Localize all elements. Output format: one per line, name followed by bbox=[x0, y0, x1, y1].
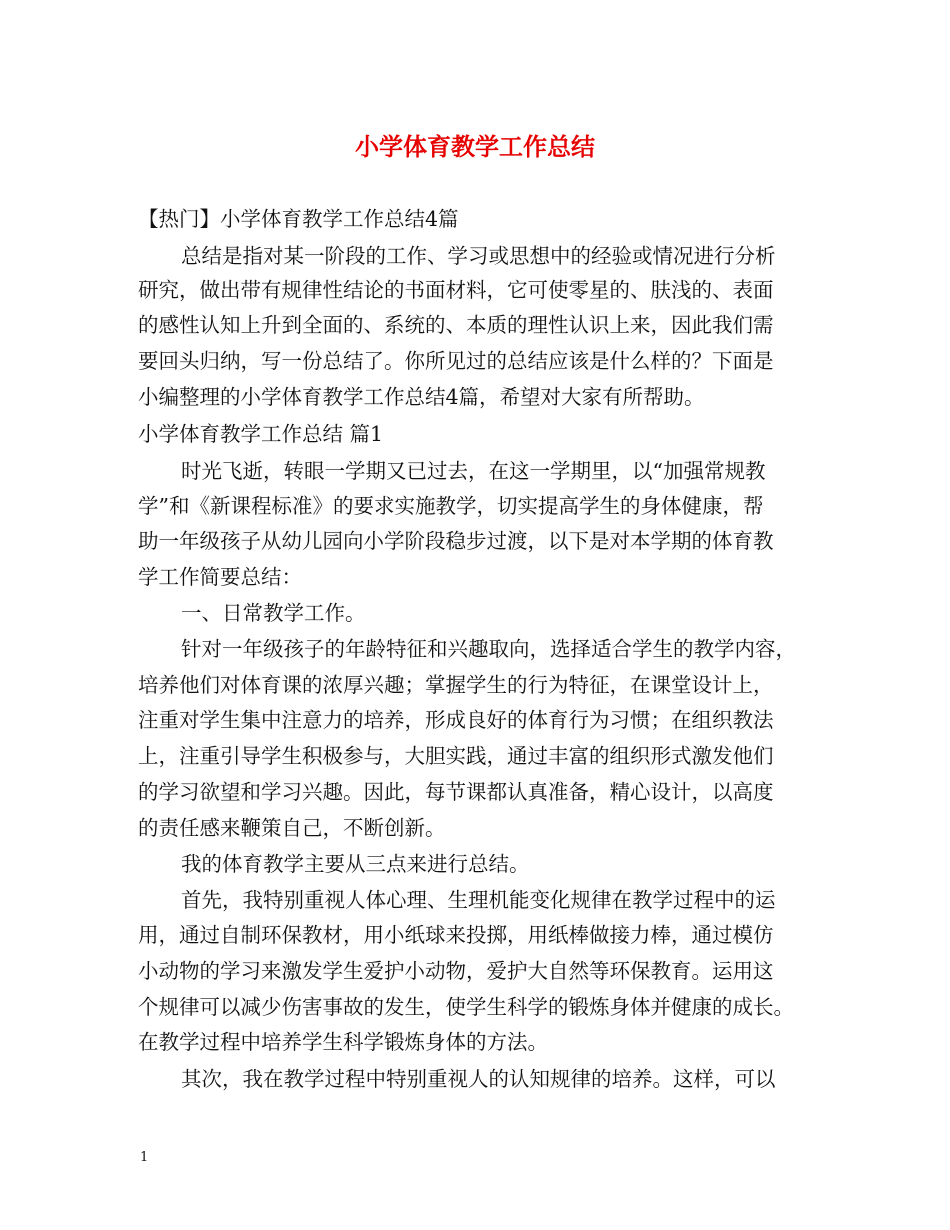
paragraph-line: 上，注重引导学生积极参与，大胆实践，通过丰富的组织形式激发他们 bbox=[138, 744, 774, 768]
page-number: 1 bbox=[140, 1150, 149, 1165]
paragraph-line: 针对一年级孩子的年龄特征和兴趣取向，选择适合学生的教学内容， bbox=[181, 637, 796, 661]
paragraph-line: 总结是指对某一阶段的工作、学习或思想中的经验或情况进行分析 bbox=[181, 244, 776, 268]
paragraph-line: 的责任感来鞭策自己，不断创新。 bbox=[138, 816, 446, 840]
paragraph-line: 在教学过程中培养学生科学锻炼身体的方法。 bbox=[138, 1030, 548, 1054]
paragraph-line: 助一年级孩子从幼儿园向小学阶段稳步过渡，以下是对本学期的体育教 bbox=[138, 529, 774, 553]
paragraph-line: 的学习欲望和学习兴趣。因此，每节课都认真准备，精心设计，以高度 bbox=[138, 780, 774, 804]
document-title: 小学体育教学工作总结 bbox=[355, 132, 595, 161]
paragraph-line: 研究，做出带有规律性结论的书面材料，它可使零星的、肤浅的、表面 bbox=[138, 278, 774, 302]
paragraph-line: 的感性认知上升到全面的、系统的、本质的理性认识上来，因此我们需 bbox=[138, 313, 774, 337]
paragraph-line: 其次，我在教学过程中特别重视人的认知规律的培养。这样，可以 bbox=[181, 1067, 776, 1091]
paragraph-line: 注重对学生集中注意力的培养，形成良好的体育行为习惯；在组织教法 bbox=[138, 708, 774, 732]
paragraph-line: 小编整理的小学体育教学工作总结4篇，希望对大家有所帮助。 bbox=[138, 385, 705, 409]
intro-heading: 【热门】小学体育教学工作总结4篇 bbox=[138, 207, 459, 231]
paragraph-line: 我的体育教学主要从三点来进行总结。 bbox=[181, 852, 530, 876]
paragraph-line: 用，通过自制环保教材，用小纸球来投掷，用纸棒做接力棒，通过模仿 bbox=[138, 923, 774, 947]
paragraph-line: 时光飞逝，转眼一学期又已过去，在这一学期里，以“加强常规教 bbox=[181, 459, 766, 483]
subsection-heading: 一、日常教学工作。 bbox=[181, 601, 366, 625]
paragraph-line: 学工作简要总结： bbox=[138, 565, 302, 589]
paragraph-line: 首先，我特别重视人体心理、生理机能变化规律在教学过程中的运 bbox=[181, 888, 776, 912]
paragraph-line: 学”和《新课程标准》的要求实施教学，切实提高学生的身体健康，帮 bbox=[138, 494, 764, 518]
section-heading: 小学体育教学工作总结 篇1 bbox=[138, 422, 384, 446]
paragraph-line: 培养他们对体育课的浓厚兴趣；掌握学生的行为特征，在课堂设计上， bbox=[138, 673, 774, 697]
paragraph-line: 个规律可以减少伤害事故的发生，使学生科学的锻炼身体并健康的成长。 bbox=[138, 995, 794, 1019]
paragraph-line: 要回头归纳，写一份总结了。你所见过的总结应该是什么样的？下面是 bbox=[138, 349, 774, 373]
paragraph-line: 小动物的学习来激发学生爱护小动物，爱护大自然等环保教育。运用这 bbox=[138, 959, 774, 983]
